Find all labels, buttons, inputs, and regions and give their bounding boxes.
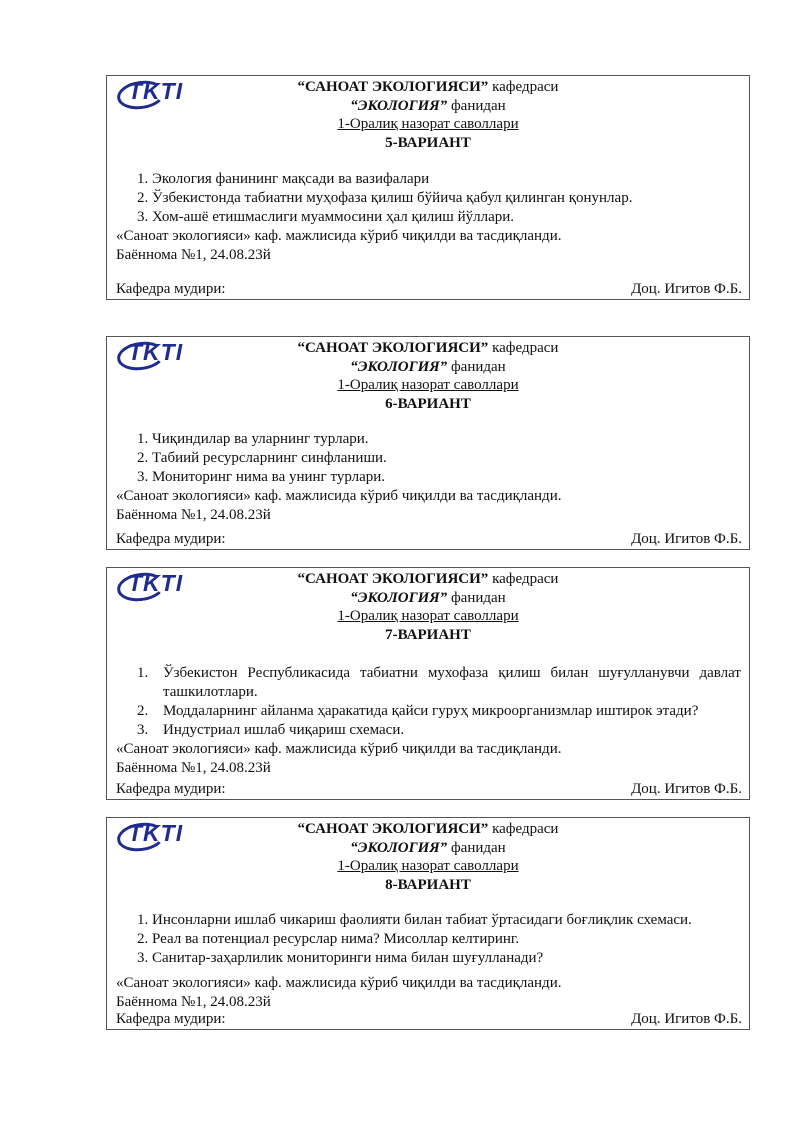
logo-text: TKTI xyxy=(128,339,184,365)
head-name: Доц. Игитов Ф.Б. xyxy=(631,281,742,297)
card-header xyxy=(107,76,749,152)
head-label: Кафедра мудири: xyxy=(116,281,226,297)
card-footer xyxy=(116,530,742,548)
question-item: 3. Хом-ашё етишмаслиги муаммосини ҳал қилиш йўллари. xyxy=(137,209,515,225)
question-item xyxy=(107,664,741,702)
question-item xyxy=(107,702,741,721)
tkti-logo xyxy=(117,79,199,113)
exam-title: 1-Оралиқ назорат саволлари xyxy=(337,116,519,132)
card-header xyxy=(107,818,749,894)
question-number: 1. xyxy=(137,665,149,681)
exam-title: 1-Оралиқ назорат саволлари xyxy=(337,608,519,624)
department-suffix: кафедраси xyxy=(488,821,559,837)
protocol-note: Баённома №1, 24.08.23й xyxy=(116,994,271,1010)
card-header xyxy=(107,337,749,413)
subject-suffix: фанидан xyxy=(447,97,506,114)
department-name: “САНОАТ ЭКОЛОГИЯСИ” xyxy=(297,571,489,587)
tkti-logo xyxy=(117,571,199,605)
question-list xyxy=(107,911,749,968)
subject-suffix: фанидан xyxy=(447,358,506,375)
department-name: “САНОАТ ЭКОЛОГИЯСИ” xyxy=(297,79,489,95)
question-list xyxy=(107,170,749,227)
question-item: 1. Инсонларни ишлаб чикариш фаолияти билан табиат ўртасидаги боғлиқлик схемаси. xyxy=(137,912,692,928)
subject-name: “ЭКОЛОГИЯ” xyxy=(350,839,448,856)
question-item: 2. Реал ва потенциал ресурслар нима? Мисоллар келтиринг. xyxy=(137,931,520,947)
question-text: Моддаларнинг айланма ҳаракатида қайси гуруҳ микроорганизмлар иштирок этади? xyxy=(163,703,699,719)
protocol-note: Баённома №1, 24.08.23й xyxy=(116,507,271,523)
subject-name: “ЭКОЛОГИЯ” xyxy=(350,589,448,606)
head-label: Кафедра мудири: xyxy=(116,531,226,547)
protocol-note: Баённома №1, 24.08.23й xyxy=(116,760,271,776)
variant-title: 8-ВАРИАНТ xyxy=(385,876,471,893)
question-list xyxy=(107,664,749,740)
card-footer xyxy=(116,1010,742,1028)
question-item: 2. Ўзбекистонда табиатни муҳофаза қилиш бўйича қабул қилинган қонунлар. xyxy=(137,190,633,206)
department-suffix: кафедраси xyxy=(488,79,559,95)
question-item: 2. Табиий ресурсларнинг синфланиши. xyxy=(137,450,387,466)
subject-suffix: фанидан xyxy=(447,839,506,856)
exam-card-variant-7 xyxy=(106,567,750,800)
head-name: Доц. Игитов Ф.Б. xyxy=(631,531,742,547)
exam-title: 1-Оралиқ назорат саволлари xyxy=(337,377,519,393)
subject-suffix: фанидан xyxy=(447,589,506,606)
head-label: Кафедра мудири: xyxy=(116,781,226,797)
variant-title: 5-ВАРИАНТ xyxy=(385,134,471,151)
card-footer xyxy=(116,780,742,798)
question-number: 3. xyxy=(137,722,149,738)
department-name: “САНОАТ ЭКОЛОГИЯСИ” xyxy=(297,821,489,837)
variant-title: 6-ВАРИАНТ xyxy=(385,395,471,412)
variant-title: 7-ВАРИАНТ xyxy=(385,626,471,643)
card-header xyxy=(107,568,749,644)
question-text: Индустриал ишлаб чиқариш схемаси. xyxy=(163,722,405,738)
card-footer xyxy=(116,280,742,298)
logo-text: TKTI xyxy=(128,78,184,104)
question-item: 3. Мониторинг нима ва унинг турлари. xyxy=(137,469,386,485)
question-item: 3. Санитар-заҳарлилик мониторинги нима билан шуғулланади? xyxy=(137,950,544,966)
question-item: 1. Чиқиндилар ва уларнинг турлари. xyxy=(137,431,369,447)
approval-note: «Саноат экологияси» каф. мажлисида кўриб чиқилди ва тасдиқланди. xyxy=(116,741,562,757)
approval-note: «Саноат экологияси» каф. мажлисида кўриб чиқилди ва тасдиқланди. xyxy=(116,975,562,991)
question-number: 2. xyxy=(137,703,149,719)
exam-title: 1-Оралиқ назорат саволлари xyxy=(337,858,519,874)
question-item: 1. Экология фанининг мақсади ва вазифалари xyxy=(137,171,430,187)
exam-card-variant-6 xyxy=(106,336,750,550)
head-label: Кафедра мудири: xyxy=(116,1011,226,1027)
tkti-logo xyxy=(117,821,199,855)
head-name: Доц. Игитов Ф.Б. xyxy=(631,781,742,797)
subject-name: “ЭКОЛОГИЯ” xyxy=(350,97,448,114)
approval-note: «Саноат экологияси» каф. мажлисида кўриб чиқилди ва тасдиқланди. xyxy=(116,488,562,504)
department-name: “САНОАТ ЭКОЛОГИЯСИ” xyxy=(297,340,489,356)
question-list xyxy=(107,430,749,487)
subject-name: “ЭКОЛОГИЯ” xyxy=(350,358,448,375)
department-suffix: кафедраси xyxy=(488,340,559,356)
approval-note: «Саноат экологияси» каф. мажлисида кўриб чиқилди ва тасдиқланди. xyxy=(116,228,562,244)
head-name: Доц. Игитов Ф.Б. xyxy=(631,1011,742,1027)
question-text: Ўзбекистон Республикасида табиатни мухофаза қилиш билан шуғулланувчи давлат ташкилотлари. xyxy=(163,665,741,700)
logo-text: TKTI xyxy=(128,820,184,846)
protocol-note: Баённома №1, 24.08.23й xyxy=(116,247,271,263)
department-suffix: кафедраси xyxy=(488,571,559,587)
exam-card-variant-5 xyxy=(106,75,750,300)
exam-card-variant-8 xyxy=(106,817,750,1030)
question-item xyxy=(107,721,741,740)
tkti-logo xyxy=(117,340,199,374)
logo-text: TKTI xyxy=(128,570,184,596)
